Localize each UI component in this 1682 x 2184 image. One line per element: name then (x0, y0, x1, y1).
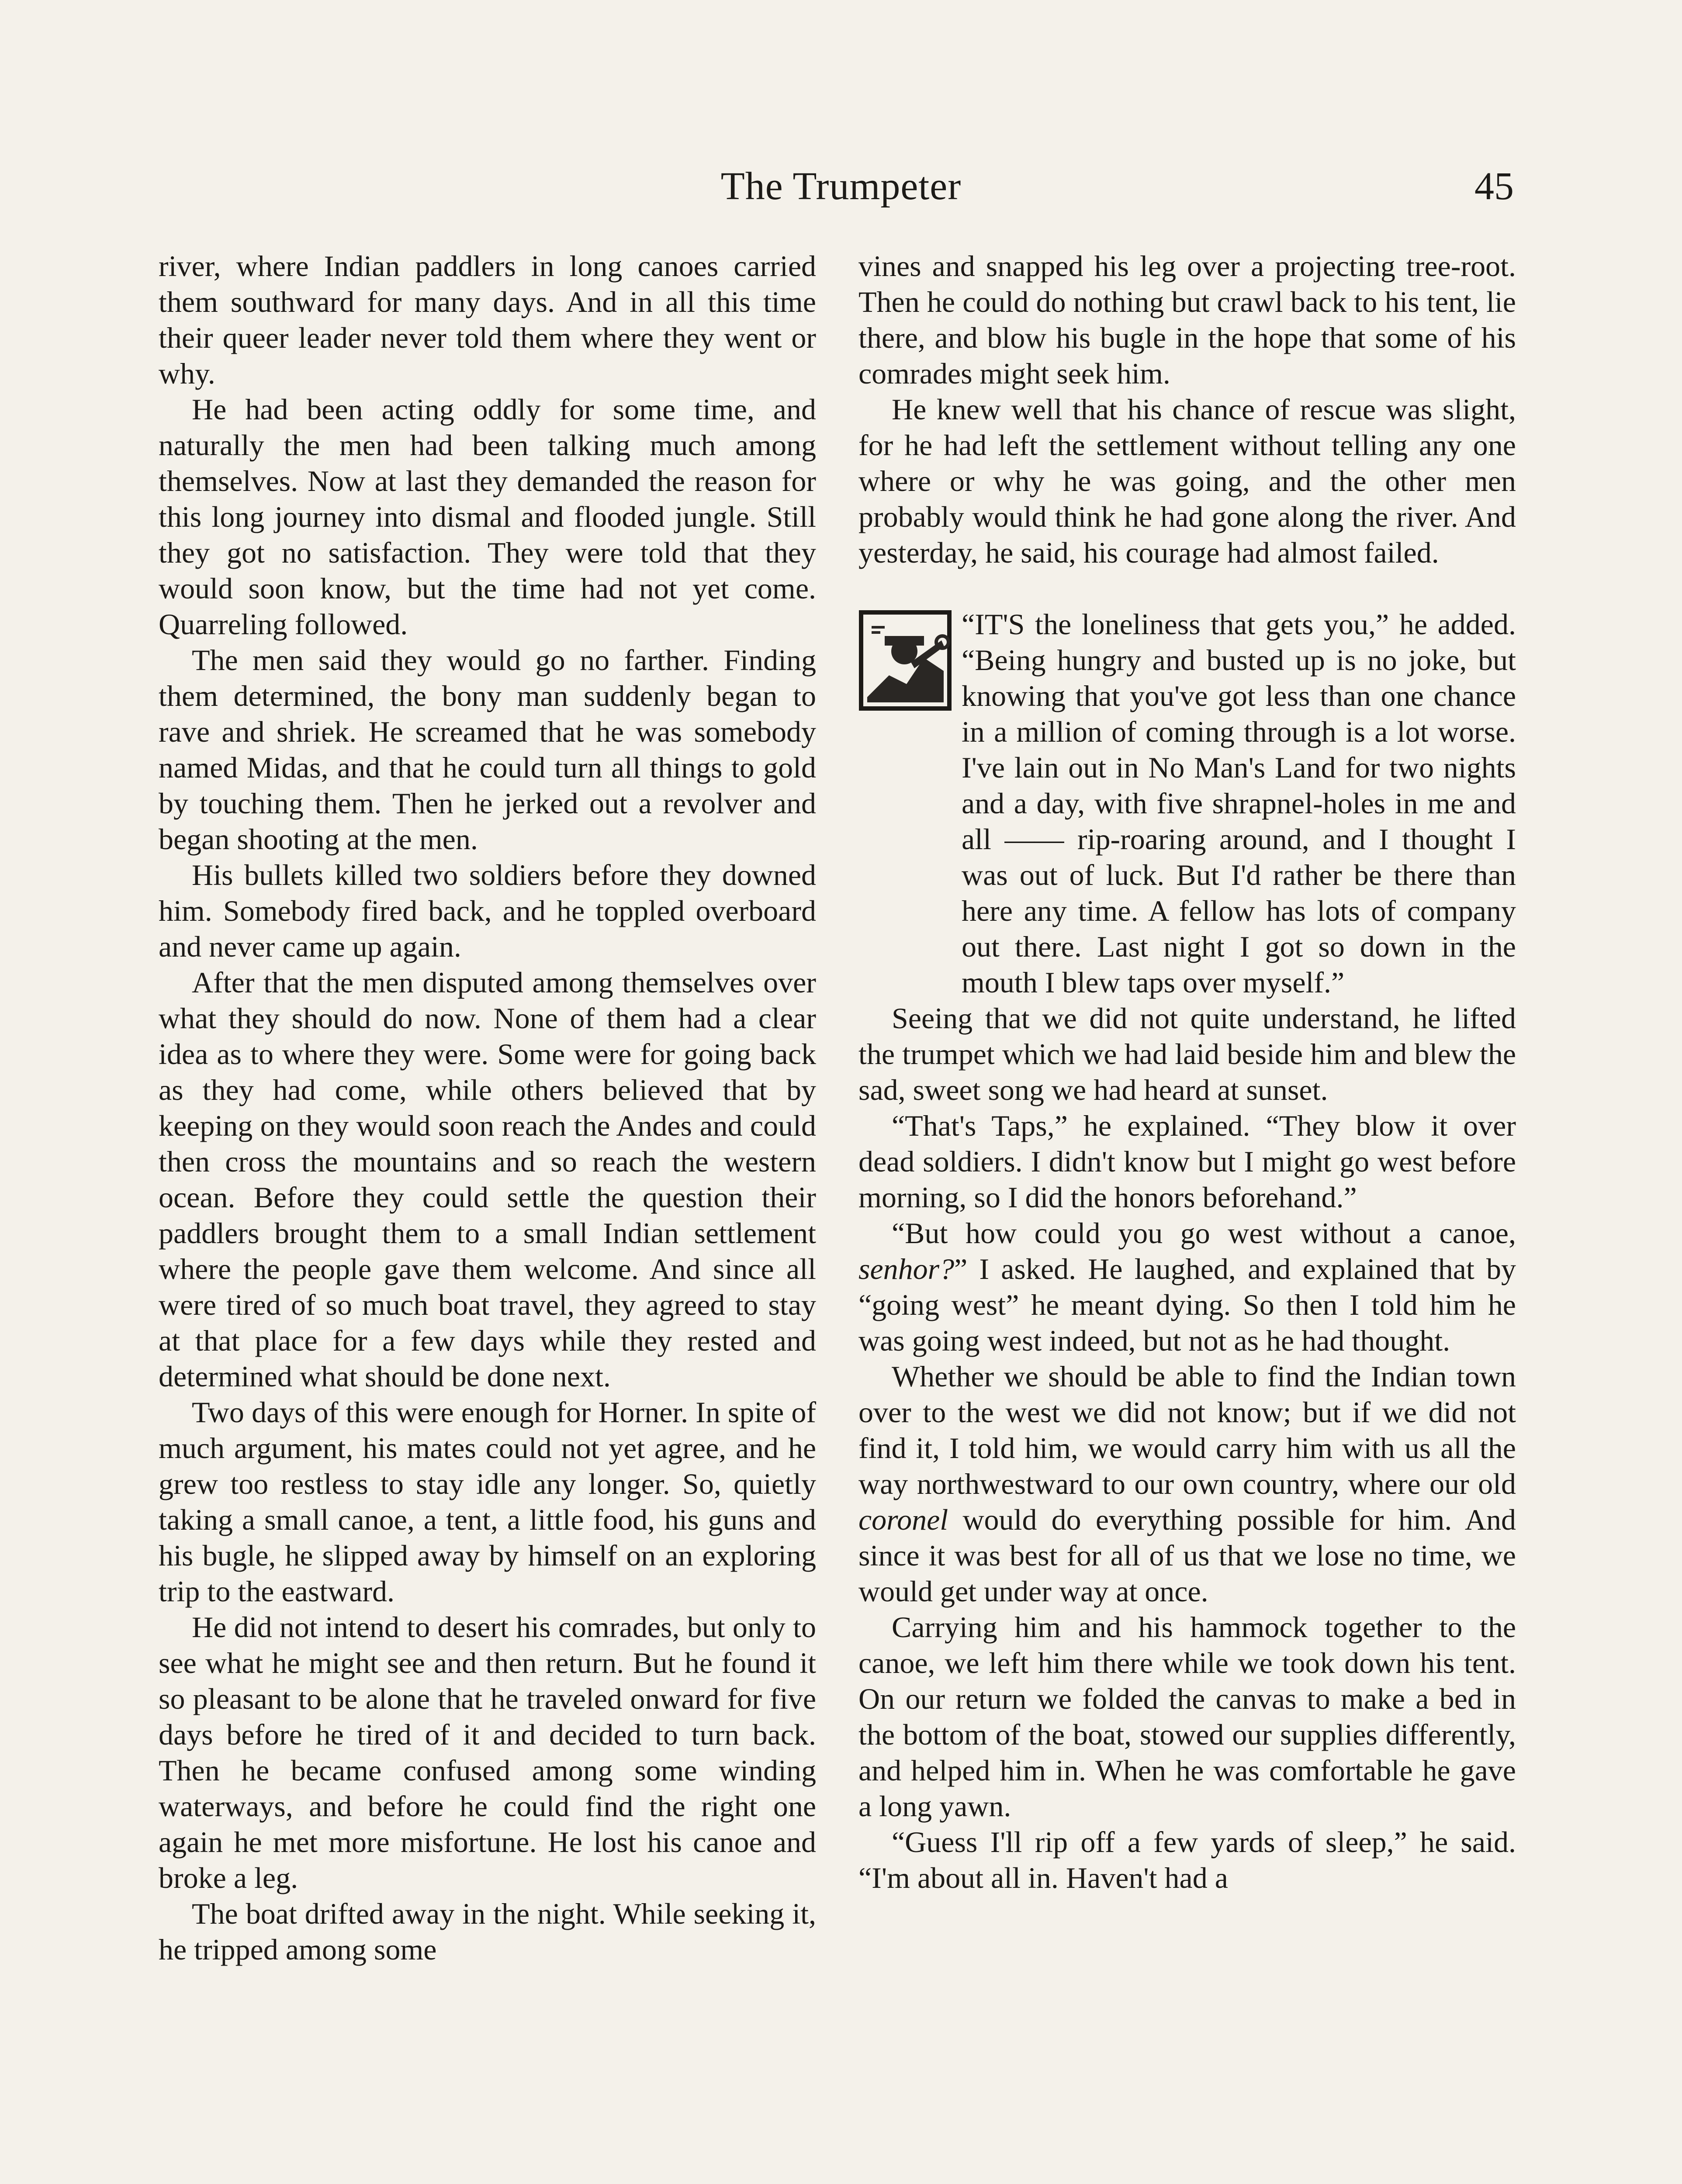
paragraph: Two days of this were enough for Horner. In spite of much argument, his mates could not yet agree, and he grew too restless to stay idle any longer. So, quietly taking a small canoe, a tent, a little food, his guns and his bugle, he slipped away by himself on an exploring trip to the eastward. (159, 1396, 816, 1608)
paragraph: He did not intend to desert his comrades, but only to see what he might see and then return. But he found it so pleasant to be alone that he traveled onward for five days before he tired of it and decided to turn back. Then he became confused among some winding waterways, and before he could find the right one again he met more misfortune. He lost his canoe and broke a leg. (159, 1610, 816, 1894)
paragraph: After that the men disputed among themselves over what they should do now. None of them had a clear idea as to where they were. Some were for going back as they had come, while others believed that by keeping on they would soon reach the Andes and could then cross the mountains and so reach the western ocean. Before they could settle the question their paddlers brought them to a small Indian settlement where the people gave them welcome. And since all were tired of so much boat travel, they agreed to stay at that place for a few days while they rested and determined what should be done next. (159, 966, 816, 1393)
right-text-column (858, 248, 1516, 1896)
running-header-title: The Trumpeter (720, 165, 962, 208)
trumpeter-vignette-icon (858, 610, 952, 711)
text-run: would do everything possible for him. And since it was best for all of us that we lose no time, we would get under way at once. (858, 1503, 1516, 1608)
paragraph: His bullets killed two soldiers before they downed him. Somebody fired back, and he toppled overboard and never came up again. (159, 858, 816, 963)
paragraph: The men said they would go no farther. Finding them determined, the bony man suddenly began to rave and shriek. He screamed that he was somebody named Midas, and that he could turn all things to gold by touching them. Then he jerked out a revolver and began shooting at the men. (159, 643, 816, 856)
text-run: “But how could you go west without a canoe, (892, 1216, 1516, 1250)
paragraph: vines and snapped his leg over a projecting tree-root. Then he could do nothing but crawl back to his tent, lie there, and blow his bugle in the hope that some of his comrades might seek him. (858, 249, 1516, 390)
paragraph: He had been acting oddly for some time, and naturally the men had been talking much among themselves. Now at last they demanded the reason for this long journey into dismal and flooded jungle. Still they got no satisfaction. They were told that they would soon know, but the time had not yet come. Quarreling followed. (159, 393, 816, 641)
paragraph (858, 1215, 1516, 1358)
text-run: Whether we should be able to find the Indian town over to the west we did not know; but if we did not find it, I told him, we would carry him with us all the way northwestward to our own country, where our old (858, 1360, 1516, 1500)
paragraph: river, where Indian paddlers in long canoes carried them southward for many days. And in all this time their queer leader never told them where they went or why. (159, 249, 816, 390)
paragraph (858, 1358, 1516, 1609)
italic-text-run: senhor? (858, 1252, 955, 1286)
page-number: 45 (1474, 165, 1514, 208)
italic-text-run: coronel (858, 1503, 948, 1536)
paragraph-with-vignette (858, 606, 1516, 1000)
text-run: ” I asked. He laughed, and explained that by “going west” he meant dying. So then I told him he was going west indeed, but not as he had thought. (858, 1252, 1516, 1357)
paragraph: The boat drifted away in the night. While seeking it, he tripped among some (159, 1897, 816, 1966)
left-text-column (159, 248, 816, 1967)
paragraph-text: “IT'S the loneliness that gets you,” he added. “Being hungry and busted up is no joke, but knowing that you've got less than one chance in a million of coming through is a lot worse. I've lain out in No Man's Land for two nights and a day, with five shrapnel-holes in me and all —— rip-roaring around, and I thought I was out of luck. But I'd rather be there than here any time. A fellow has lots of company out there. Last night I got so down in the mouth I blew taps over myself.” (962, 608, 1516, 999)
paragraph: Seeing that we did not quite understand, he lifted the trumpet which we had laid beside him and blew the sad, sweet song we had heard at sunset. (858, 1002, 1516, 1106)
paragraph: “Guess I'll rip off a few yards of sleep,” he said. “I'm about all in. Haven't had a (858, 1825, 1516, 1894)
paragraph: He knew well that his chance of rescue was slight, for he had left the settlement without telling any one where or why he was going, and the other men probably would think he had gone along the river. And yesterday, he said, his courage had almost failed. (858, 393, 1516, 569)
paragraph: “That's Taps,” he explained. “They blow it over dead soldiers. I didn't know but I might go west before morning, so I did the honors beforehand.” (858, 1109, 1516, 1214)
paragraph: Carrying him and his hammock together to the canoe, we left him there while we took down his tent. On our return we folded the canvas to make a bed in the bottom of the boat, stowed our supplies differently, and helped him in. When he was comfortable he gave a long yawn. (858, 1610, 1516, 1823)
